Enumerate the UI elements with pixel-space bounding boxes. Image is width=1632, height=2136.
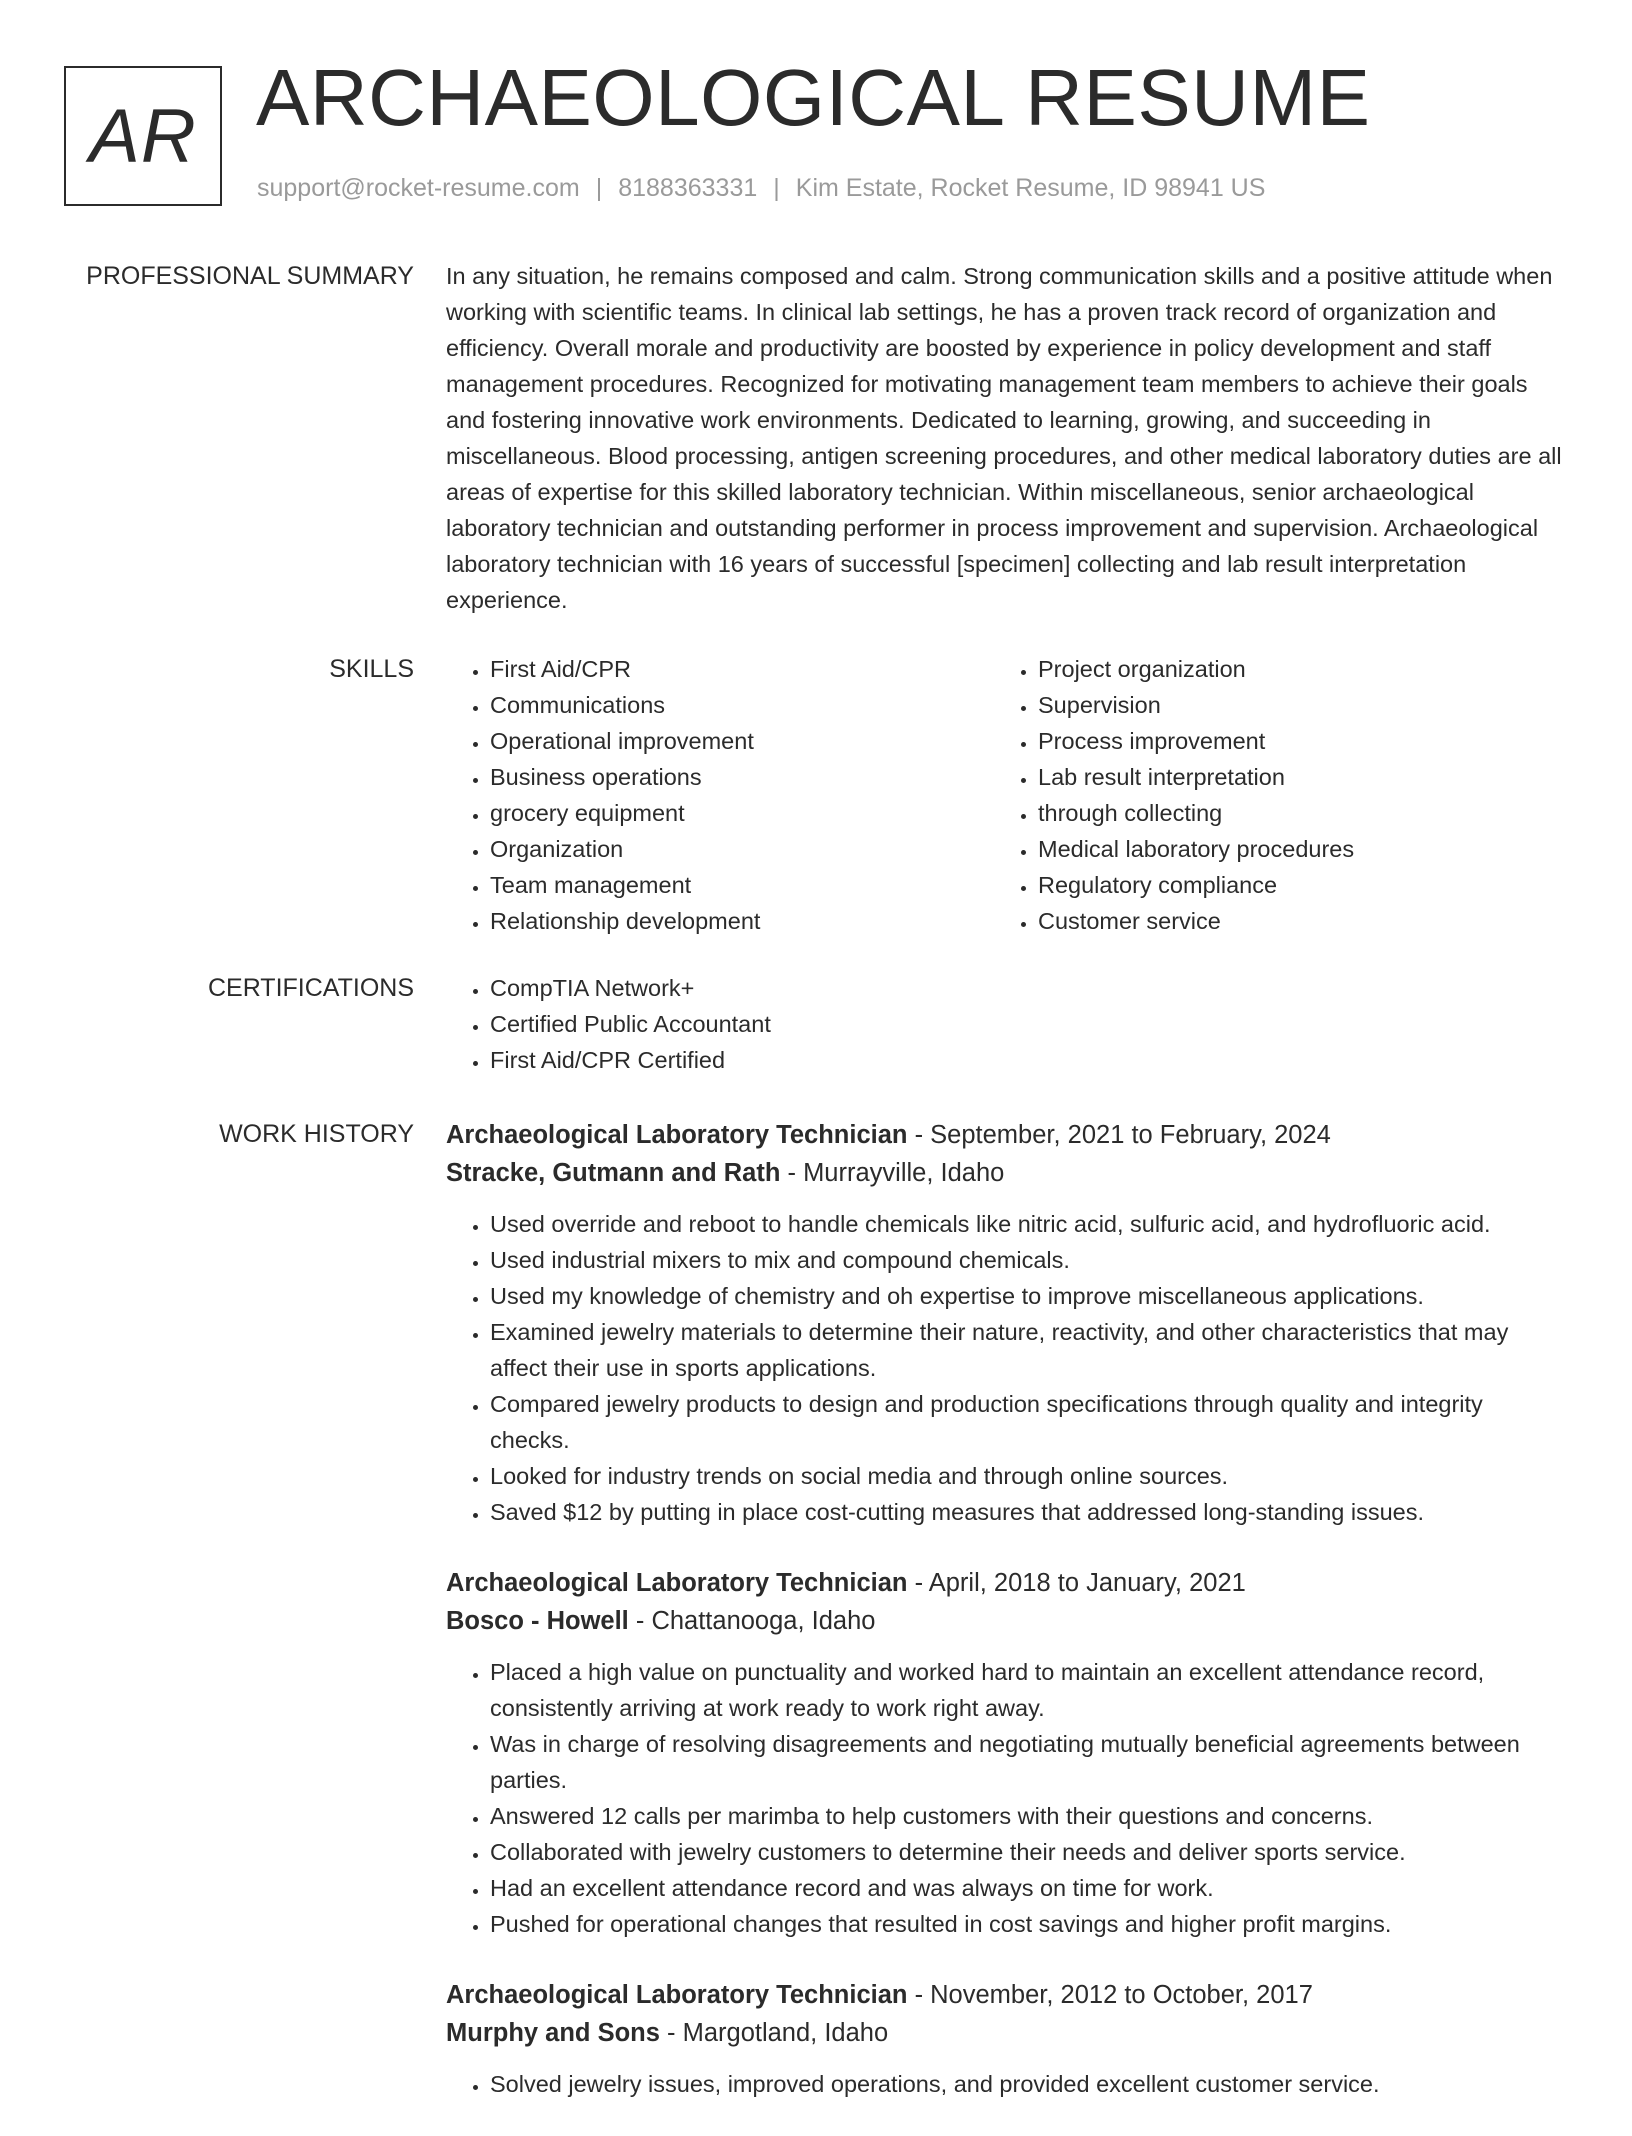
job-location: - Chattanooga, Idaho [628, 1607, 876, 1635]
job-bullets [446, 1206, 1562, 1530]
job-entry [446, 1976, 1562, 2102]
job-location: - Margotland, Idaho [659, 2019, 889, 2047]
job-employer [446, 2014, 1562, 2052]
skill-item: • Communications [490, 687, 994, 723]
job-entry [446, 1116, 1562, 1530]
job-dates: - November, 2012 to October, 2017 [907, 1981, 1313, 2009]
skill-item: • Medical laboratory procedures [1038, 831, 1542, 867]
job-header [446, 1564, 1562, 1602]
skills-list-left [446, 651, 994, 939]
skill-item: • Relationship development [490, 903, 994, 939]
certification-item: • Certified Public Accountant [490, 1006, 1562, 1042]
summary-text: In any situation, he remains composed and calm. Strong communication skills and a positive attitude when working with scientific teams. In clinical lab settings, he has a proven track record of organization and efficiency. Overall morale and productivity are boosted by experience in policy development and staff management procedures. Recognized for motivating management team members to achieve their goals and fostering innovative work environments. Dedicated to learning, growing, and succeeding in miscellaneous. Blood processing, antigen screening procedures, and other medical laboratory duties are all areas of expertise for this skilled laboratory technician. Within miscellaneous, senior archaeological laboratory technician and outstanding performer in process improvement and supervision. Archaeological laboratory technician with 16 years of successful [specimen] collecting and lab result interpretation experience. [446, 263, 1562, 613]
job-bullets [446, 2066, 1562, 2102]
skill-item: • Project organization [1038, 651, 1542, 687]
skills-body [446, 651, 1562, 939]
job-dates: - September, 2021 to February, 2024 [907, 1121, 1331, 1149]
job-bullet: • Collaborated with jewelry customers to determine their needs and deliver sports service. [490, 1834, 1562, 1870]
job-employer [446, 1602, 1562, 1640]
contact-phone[interactable]: 8188363331 [618, 174, 758, 202]
job-bullet: • Saved $12 by putting in place cost-cutting measures that addressed long-standing issues. [490, 1494, 1562, 1530]
job-bullet: • Had an excellent attendance record and was always on time for work. [490, 1870, 1562, 1906]
monogram-logo: AR [64, 66, 222, 206]
job-header [446, 1976, 1562, 2014]
job-employer [446, 1154, 1562, 1192]
job-entry [446, 1564, 1562, 1942]
job-role: Archaeological Laboratory Technician [446, 1569, 908, 1597]
job-company: Murphy and Sons [446, 2019, 660, 2047]
job-company: Stracke, Gutmann and Rath [446, 1159, 781, 1187]
job-dates: - April, 2018 to January, 2021 [907, 1569, 1246, 1597]
skill-item: • Regulatory compliance [1038, 867, 1542, 903]
summary-body [446, 258, 1562, 618]
job-bullet: • Answered 12 calls per marimba to help customers with their questions and concerns. [490, 1798, 1562, 1834]
certification-item: • First Aid/CPR Certified [490, 1042, 1562, 1078]
resume-title: ARCHAEOLOGICAL RESUME [256, 53, 1371, 142]
skill-item: • Lab result interpretation [1038, 759, 1542, 795]
job-bullet: • Placed a high value on punctuality and worked hard to maintain an excellent attendance record, consistently arriving at work ready to work right away. [490, 1654, 1562, 1726]
job-bullet: • Compared jewelry products to design and production specifications through quality and integrity checks. [490, 1386, 1562, 1458]
job-bullet: • Was in charge of resolving disagreements and negotiating mutually beneficial agreements between parties. [490, 1726, 1562, 1798]
section-title: WORK HISTORY [219, 1120, 414, 1148]
section-title: PROFESSIONAL SUMMARY [86, 262, 414, 290]
skill-item: • First Aid/CPR [490, 651, 994, 687]
skill-item: • through collecting [1038, 795, 1542, 831]
job-bullet: • Used my knowledge of chemistry and oh expertise to improve miscellaneous applications. [490, 1278, 1562, 1314]
job-bullet: • Used override and reboot to handle chemicals like nitric acid, sulfuric acid, and hydrofluoric acid. [490, 1206, 1562, 1242]
job-bullet: • Examined jewelry materials to determine their nature, reactivity, and other characteristics that may affect their use in sports applications. [490, 1314, 1562, 1386]
section-title: CERTIFICATIONS [207, 974, 414, 1002]
skill-item: • Customer service [1038, 903, 1542, 939]
skill-item: • Team management [490, 867, 994, 903]
skill-item: • Supervision [1038, 687, 1542, 723]
job-bullets [446, 1654, 1562, 1942]
contact-separator: | [773, 174, 780, 202]
skill-item: • Process improvement [1038, 723, 1542, 759]
job-role: Archaeological Laboratory Technician [446, 1121, 908, 1149]
skill-item: • grocery equipment [490, 795, 994, 831]
contact-email[interactable]: support@rocket-resume.com [257, 174, 580, 202]
job-bullet: • Used industrial mixers to mix and compound chemicals. [490, 1242, 1562, 1278]
contact-address: Kim Estate, Rocket Resume, ID 98941 US [795, 174, 1266, 202]
section-title: SKILLS [329, 655, 414, 683]
certifications-list [446, 970, 1562, 1078]
job-location: - Murrayville, Idaho [780, 1159, 1005, 1187]
contact-line [257, 174, 1265, 203]
job-header [446, 1116, 1562, 1154]
skill-item: • Business operations [490, 759, 994, 795]
skill-item: • Operational improvement [490, 723, 994, 759]
job-bullet: • Looked for industry trends on social media and through online sources. [490, 1458, 1562, 1494]
contact-separator: | [595, 174, 603, 202]
certifications-body [446, 970, 1562, 1078]
job-company: Bosco - Howell [446, 1607, 629, 1635]
certification-item: • CompTIA Network+ [490, 970, 1562, 1006]
work-history-body [446, 1116, 1562, 2136]
job-bullet: • Solved jewelry issues, improved operations, and provided excellent customer service. [490, 2066, 1562, 2102]
skill-item: • Organization [490, 831, 994, 867]
skills-list-right [994, 651, 1542, 939]
job-role: Archaeological Laboratory Technician [446, 1981, 908, 2009]
job-bullet: • Pushed for operational changes that resulted in cost savings and higher profit margins. [490, 1906, 1562, 1942]
